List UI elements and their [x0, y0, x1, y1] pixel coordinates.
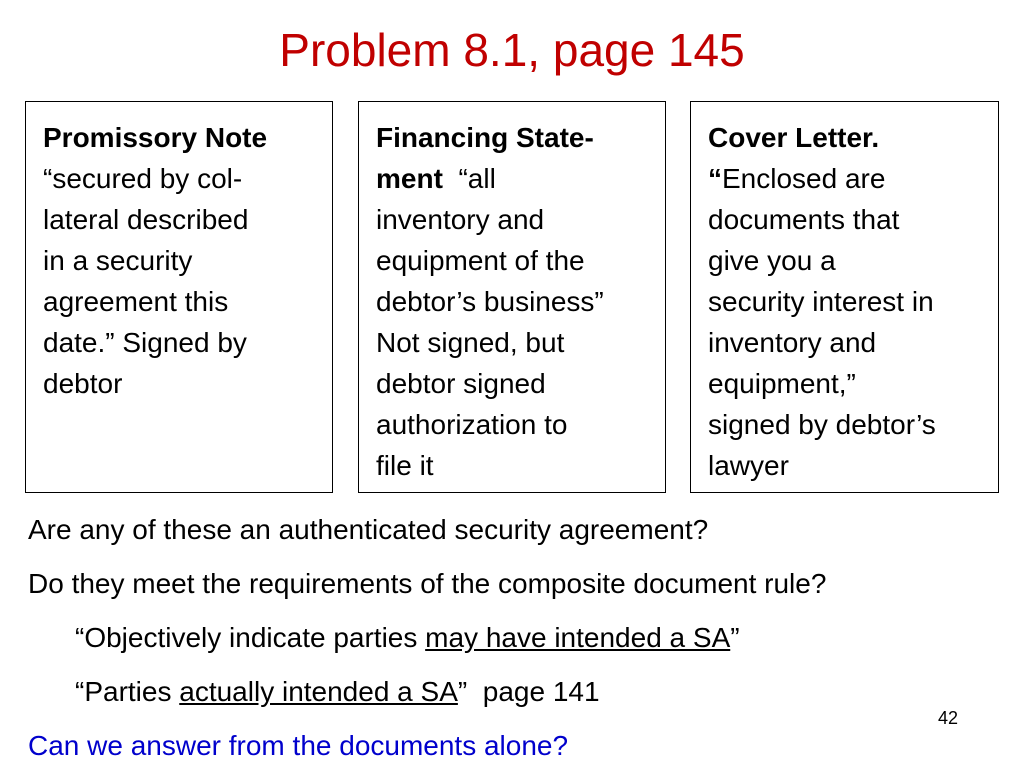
cover-letter-box: [690, 101, 999, 493]
box-line: agreement this: [43, 286, 229, 317]
box-line: security interest in: [708, 286, 934, 317]
box-line: inventory and: [708, 327, 877, 358]
box-line: [708, 158, 998, 199]
box-open-quote: “: [708, 163, 722, 194]
box-quote-start: “all: [442, 163, 496, 194]
sub-point-text: “Objectively indicate parties: [75, 622, 426, 653]
box-heading: Financing State-: [376, 122, 594, 153]
box-line: give you a: [708, 245, 836, 276]
box-line: file it: [376, 450, 434, 481]
box-line: lateral described: [43, 204, 249, 235]
page-number: 42: [938, 708, 959, 728]
box-line: equipment,”: [708, 368, 856, 399]
box-heading-tail: ment: [376, 163, 443, 194]
sub-point-text: “Parties: [75, 676, 180, 707]
slide-title: Problem 8.1, page 145: [279, 24, 745, 76]
box-line: authorization to: [376, 409, 568, 440]
box-line: documents that: [708, 204, 900, 235]
box-line: “secured by col-: [43, 163, 243, 194]
box-heading: Cover Letter.: [708, 122, 880, 153]
sub-point-text: ” page 141: [457, 676, 600, 707]
sub-point-text: ”: [730, 622, 740, 653]
box-line: date.” Signed by: [43, 327, 247, 358]
box-line: signed by debtor’s: [708, 409, 936, 440]
box-line: Not signed, but: [376, 327, 565, 358]
promissory-note-box: [25, 101, 333, 493]
box-line: debtor signed: [376, 368, 546, 399]
box-line: inventory and: [376, 204, 545, 235]
question-authenticated-sa: Are any of these an authenticated security agreement?: [28, 514, 709, 545]
underlined-phrase: may have intended a SA: [425, 622, 731, 653]
box-line: lawyer: [708, 450, 789, 481]
box-line: in a security: [43, 245, 193, 276]
box-line-text: Enclosed are: [722, 163, 886, 194]
question-documents-alone: Can we answer from the documents alone?: [28, 730, 569, 761]
box-line: debtor’s business”: [376, 286, 604, 317]
box-heading-continued: [376, 158, 665, 199]
question-composite-document-rule: Do they meet the requirements of the composite document rule?: [28, 568, 827, 599]
box-line: debtor: [43, 368, 123, 399]
sub-point-actually-intended: [75, 674, 600, 710]
underlined-phrase: actually intended a SA: [179, 676, 458, 707]
sub-point-objectively-indicate: [75, 620, 740, 656]
financing-statement-box: [358, 101, 666, 493]
box-line: equipment of the: [376, 245, 585, 276]
box-heading: Promissory Note: [43, 122, 268, 153]
